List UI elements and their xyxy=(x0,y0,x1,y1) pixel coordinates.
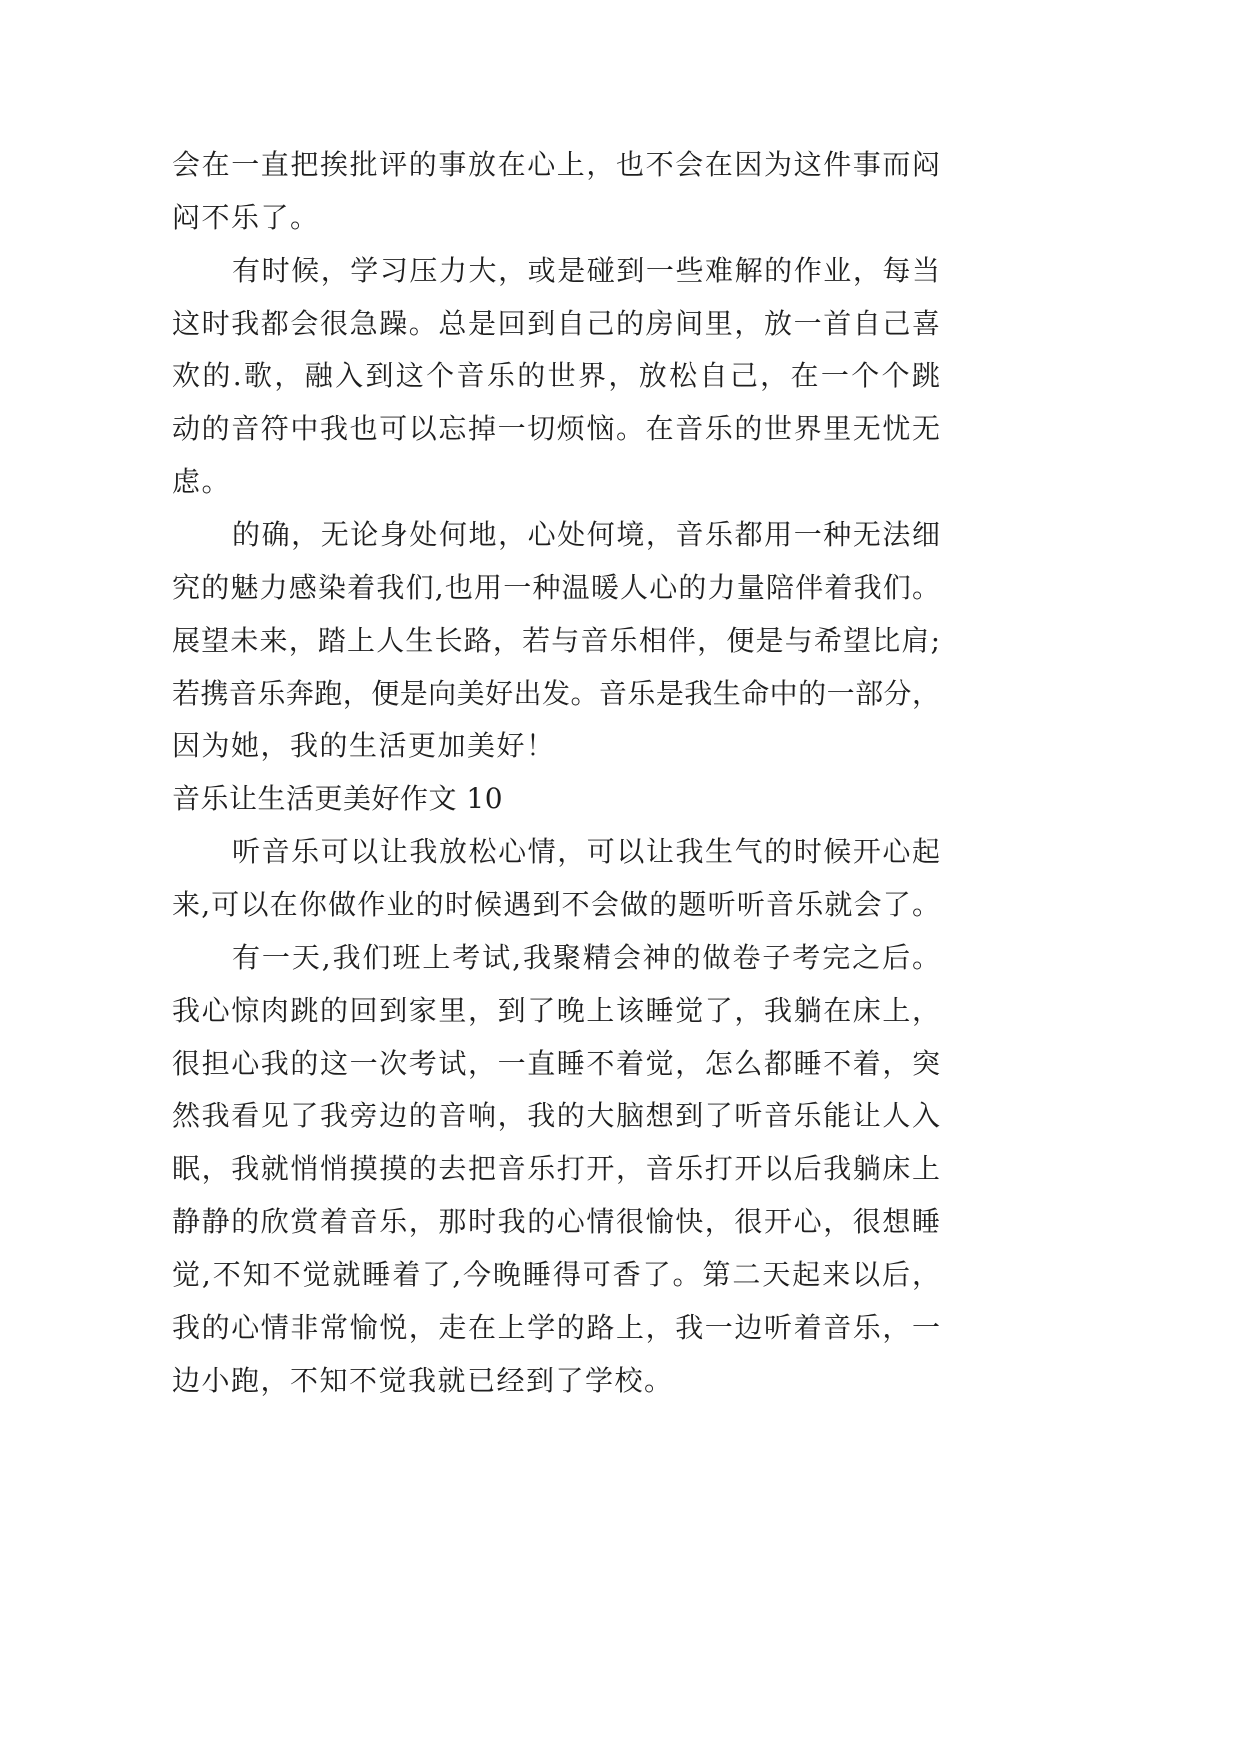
text-line: 会在一直把挨批评的事放在心上，也不会在因为这件事而闷 xyxy=(172,148,940,181)
text-line: 因为她，我的生活更加美好！ xyxy=(172,729,556,763)
text-line: 有时候，学习压力大，或是碰到一些难解的作业，每当 xyxy=(232,253,940,287)
text-line: 究的魅力感染着我们,也用一种温暖人心的力量陪伴着我们。 xyxy=(172,570,940,604)
text-line: 来,可以在你做作业的时候遇到不会做的题听听音乐就会了。 xyxy=(172,888,940,922)
text-line: 我心惊肉跳的回到家里，到了晚上该睡觉了，我躺在床上， xyxy=(172,993,940,1027)
essay-title: 音乐让生活更美好作文 10 xyxy=(172,782,504,816)
paragraph xyxy=(172,245,940,509)
paragraph xyxy=(172,826,940,932)
text-line: 眠，我就悄悄摸摸的去把音乐打开，音乐打开以后我躺床上 xyxy=(172,1152,940,1186)
text-line: 这时我都会很急躁。总是回到自己的房间里，放一首自己喜 xyxy=(172,306,940,340)
text-line: 很担心我的这一次考试，一直睡不着觉，怎么都睡不着，突 xyxy=(172,1046,940,1080)
text-line: 有一天,我们班上考试,我聚精会神的做卷子考完之后。 xyxy=(232,940,940,974)
document-body xyxy=(172,139,940,1408)
text-line: 欢的.歌，融入到这个音乐的世界，放松自己，在一个个跳 xyxy=(172,359,940,393)
text-line: 然我看见了我旁边的音响，我的大脑想到了听音乐能让人入 xyxy=(172,1099,940,1133)
text-line: 虑。 xyxy=(172,465,232,499)
paragraph xyxy=(172,139,940,245)
paragraph xyxy=(172,932,940,1408)
text-line: 听音乐可以让我放松心情，可以让我生气的时候开心起 xyxy=(232,835,940,869)
text-line: 闷不乐了。 xyxy=(172,200,320,234)
text-line: 的确，无论身处何地，心处何境，音乐都用一种无法细 xyxy=(232,518,940,552)
text-line: 展望未来，踏上人生长路，若与音乐相伴，便是与希望比肩; xyxy=(172,623,940,657)
paragraph xyxy=(172,509,940,773)
text-line: 若携音乐奔跑，便是向美好出发。音乐是我生命中的一部分， xyxy=(172,676,940,710)
text-line: 边小跑，不知不觉我就已经到了学校。 xyxy=(172,1363,674,1397)
text-line: 我的心情非常愉悦，走在上学的路上，我一边听着音乐，一 xyxy=(172,1310,940,1344)
text-line: 觉,不知不觉就睡着了,今晚睡得可香了。第二天起来以后， xyxy=(172,1258,940,1292)
text-line: 动的音符中我也可以忘掉一切烦恼。在音乐的世界里无忧无 xyxy=(172,412,940,446)
text-line: 静静的欣赏着音乐，那时我的心情很愉快，很开心，很想睡 xyxy=(172,1205,940,1239)
